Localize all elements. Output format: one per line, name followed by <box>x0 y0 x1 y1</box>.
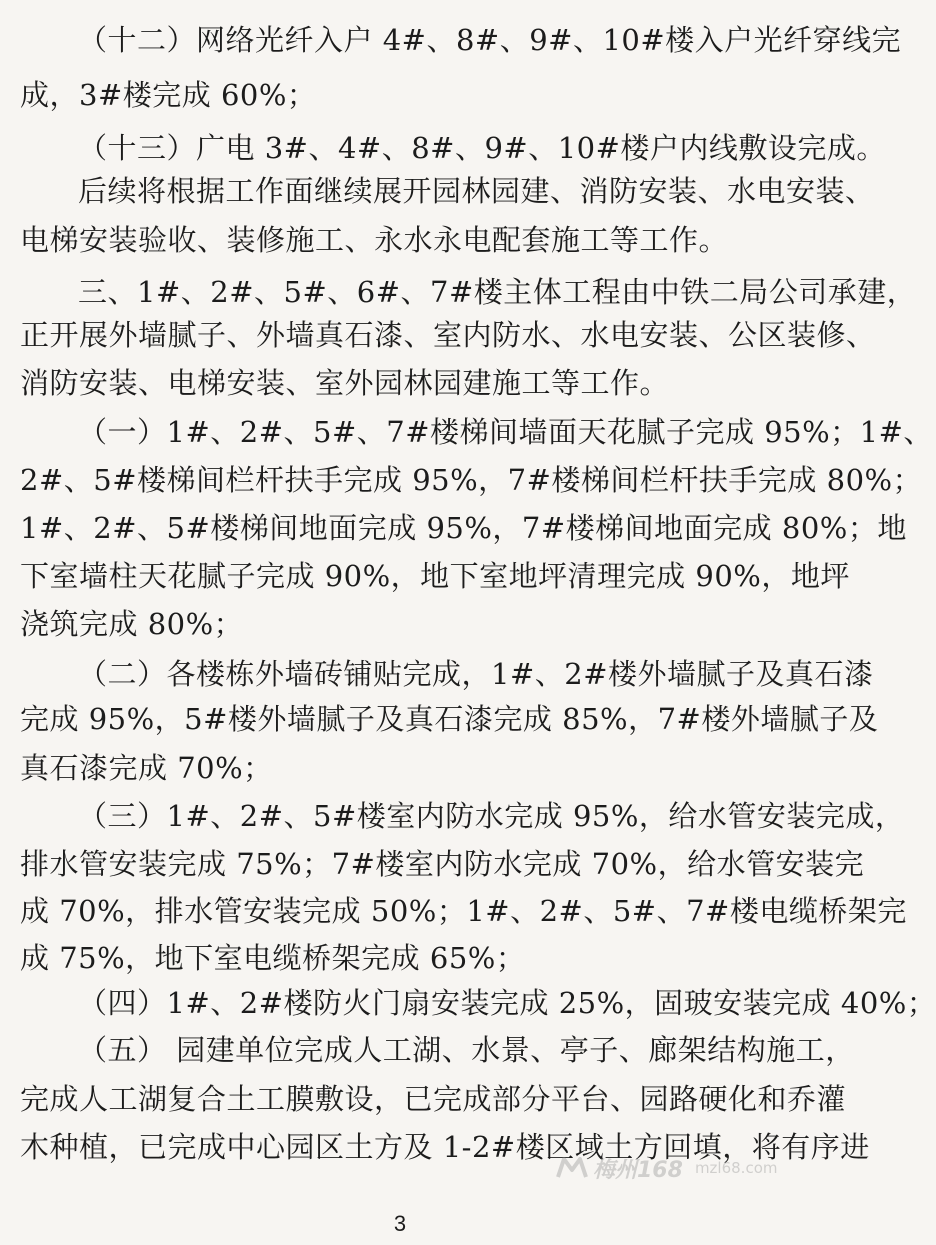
text-line: （三）1#、2#、5#楼室内防水完成 95%，给水管安装完成， <box>78 799 905 833</box>
text-line: 2#、5#楼梯间栏杆扶手完成 95%，7#楼梯间栏杆扶手完成 80%； <box>20 463 923 497</box>
text-line: 浇筑完成 80%； <box>20 607 244 641</box>
text-line: 下室墙柱天花腻子完成 90%，地下室地坪清理完成 90%，地坪 <box>20 559 850 593</box>
page-number: 3 <box>393 1211 407 1236</box>
text-line: 成 70%，排水管安装完成 50%；1#、2#、5#、7#楼电缆桥架完 <box>20 894 907 928</box>
watermark-domain: mzl68.com <box>694 1159 778 1177</box>
text-line: 完成 95%，5#楼外墙腻子及真石漆完成 85%，7#楼外墙腻子及 <box>20 702 879 736</box>
text-line: 消防安装、电梯安装、室外园林园建施工等工作。 <box>20 366 670 400</box>
text-line: 后续将根据工作面继续展开园林园建、消防安装、水电安装、 <box>78 174 875 208</box>
text-line: 成 75%，地下室电缆桥架完成 65%； <box>20 941 526 975</box>
watermark-site: 梅州168 <box>593 1157 683 1183</box>
text-line: 排水管安装完成 75%；7#楼室内防水完成 70%，给水管安装完 <box>20 847 865 881</box>
text-line: （二）各楼栋外墙砖铺贴完成，1#、2#楼外墙腻子及真石漆 <box>78 657 874 691</box>
text-line: 电梯安装验收、装修施工、永水永电配套施工等工作。 <box>20 223 729 257</box>
text-line: 木种植，已完成中心园区土方及 1-2#楼区域土方回填，将有序进 <box>20 1130 870 1164</box>
text-line: 三、1#、2#、5#、6#、7#楼主体工程由中铁二局公司承建， <box>78 275 917 309</box>
text-line: （十三）广电 3#、4#、8#、9#、10#楼户内线敷设完成。 <box>78 131 886 165</box>
text-line: 1#、2#、5#楼梯间地面完成 95%，7#楼梯间地面完成 80%；地 <box>20 511 907 545</box>
watermark <box>555 1152 787 1184</box>
text-line: 完成人工湖复合土工膜敷设，已完成部分平台、园路硬化和乔灌 <box>20 1082 847 1116</box>
text-line: （一）1#、2#、5#、7#楼梯间墙面天花腻子完成 95%；1#、 <box>78 415 933 449</box>
text-line: 成，3#楼完成 60%； <box>20 78 317 112</box>
logo-icon <box>555 1155 589 1181</box>
text-line: 正开展外墙腻子、外墙真石漆、室内防水、水电安装、公区装修、 <box>20 318 876 352</box>
text-line: 真石漆完成 70%； <box>20 751 273 785</box>
text-line: （十二）网络光纤入户 4#、8#、9#、10#楼入户光纤穿线完 <box>78 23 902 57</box>
text-line: （五） 园建单位完成人工湖、水景、亭子、廊架结构施工， <box>78 1033 855 1067</box>
text-line: （四）1#、2#楼防火门扇安装完成 25%，固玻安装完成 40%； <box>78 986 936 1020</box>
